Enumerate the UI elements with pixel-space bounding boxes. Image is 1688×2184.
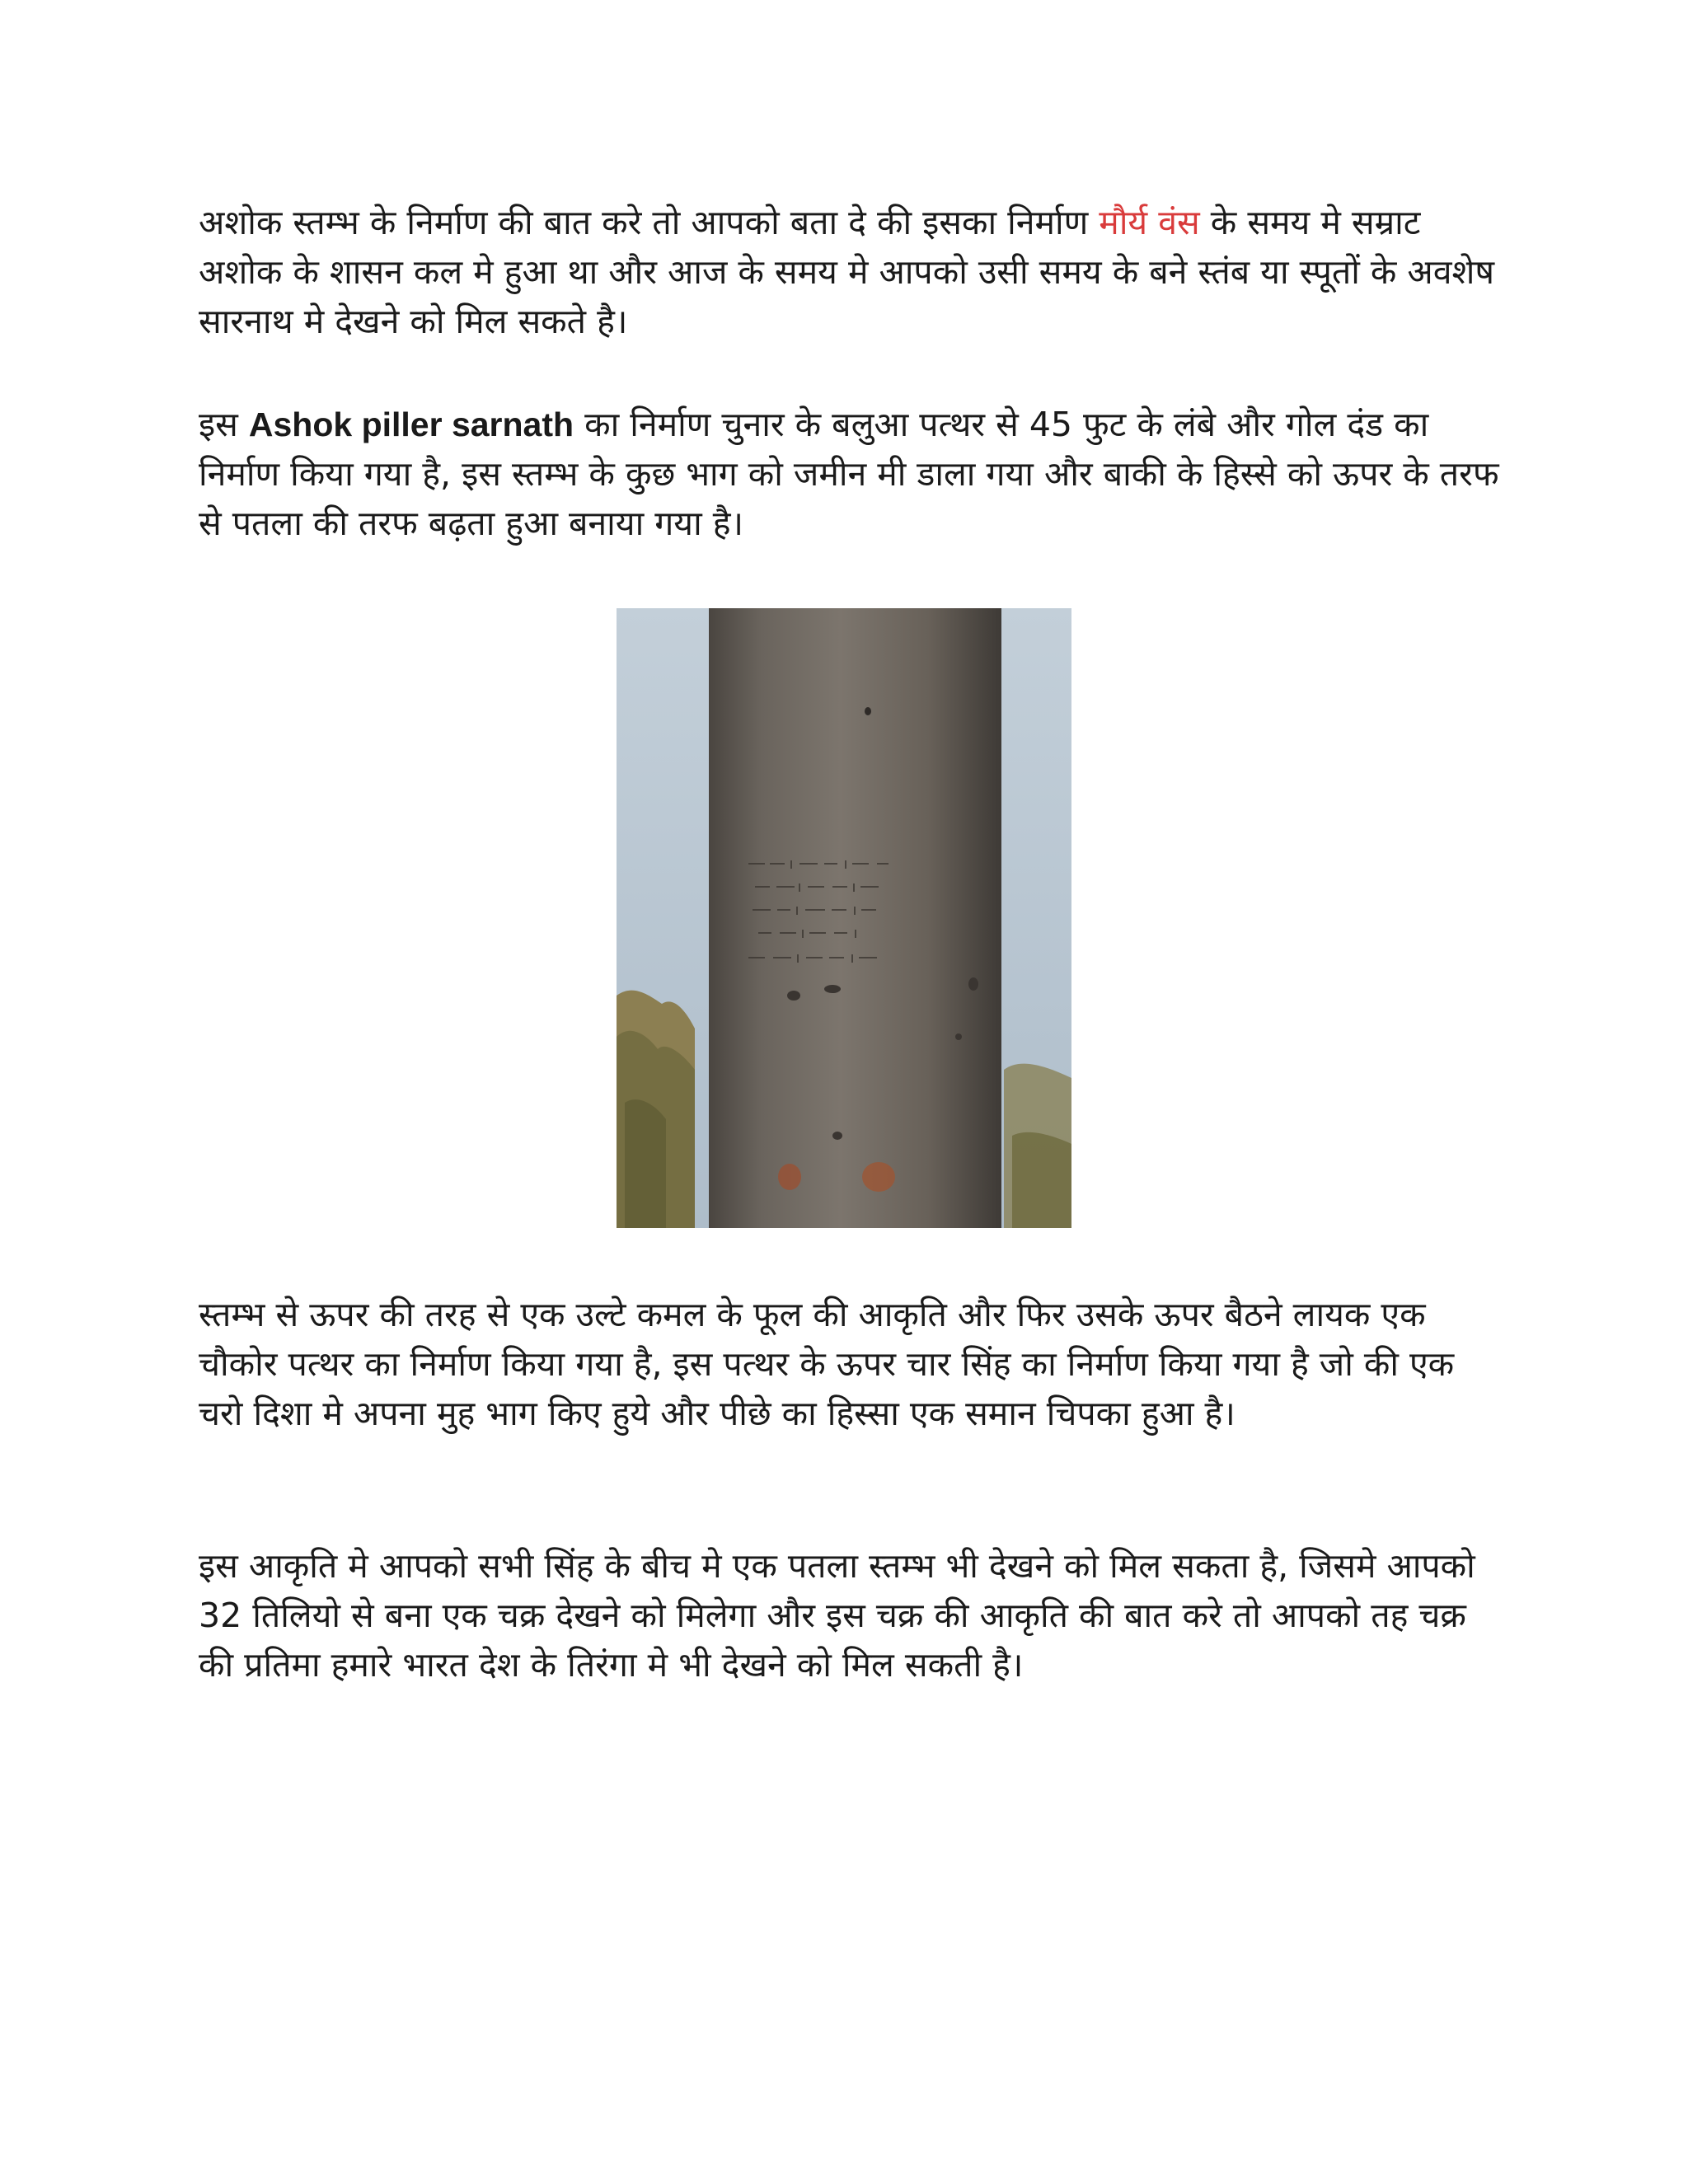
paragraph-chakra: इस आकृति मे आपको सभी सिंह के बीच मे एक पतला स्तम्भ भी देखने को मिल सकता है, जिसमे आपको 32 तिलियो से बना एक चक्र देखने को मिलेगा और इस चक्र की आकृति की बात करे तो आपको तह चक्र की प्रतिमा हमारे भारत देश के तिरंगा मे भी देखने को मिल सकती है। [199,1546,1475,1685]
paragraph-text: अशोक स्तम्भ के निर्माण की बात करे तो आपको बता दे की इसका निर्माण [199,203,1100,242]
tree-foliage [1004,1064,1071,1228]
keyword-bold: Ashok piller sarnath [248,405,574,443]
paragraph-text: के समय मे सम्राट अशोक के शासन कल मे हुआ था और आज के समय मे आपको उसी समय के बने स्तंब या स्पूतों के अवशेष सारनाथ मे देखने को मिल सकते है। [199,203,1495,341]
paragraph-pillar-material [199,400,1501,548]
paragraph-lotus-capital: स्तम्भ से ऊपर की तरह से एक उल्टे कमल के फूल की आकृति और फिर उसके ऊपर बैठने लायक एक चौकोर पत्थर का निर्माण किया गया है, इस पत्थर के ऊपर चार सिंह का निर्माण किया गया है जो की एक चरो दिशा मे अपना मुह भाग किए हुये और पीछे का हिस्सा एक समान चिपका हुआ है। [199,1295,1455,1433]
paragraph-text: इस [199,405,249,444]
maurya-dynasty-link[interactable]: मौर्य वंस [1099,203,1200,242]
tree-foliage [617,991,695,1228]
paragraph-text: का निर्माण चुनार के बलुआ पत्थर से 45 फुट के लंबे और गोल दंड का निर्माण किया गया है, इस स्तम्भ के कुछ भाग को जमीन मी डाला गया और बाकी के हिस्से को ऊपर के तरफ से पतला की तरफ बढ़ता हुआ बनाया गया है। [199,405,1499,543]
ashoka-pillar-photo [617,608,1071,1228]
paragraph-construction-history [199,198,1501,346]
pillar-shaft [709,608,1001,1228]
